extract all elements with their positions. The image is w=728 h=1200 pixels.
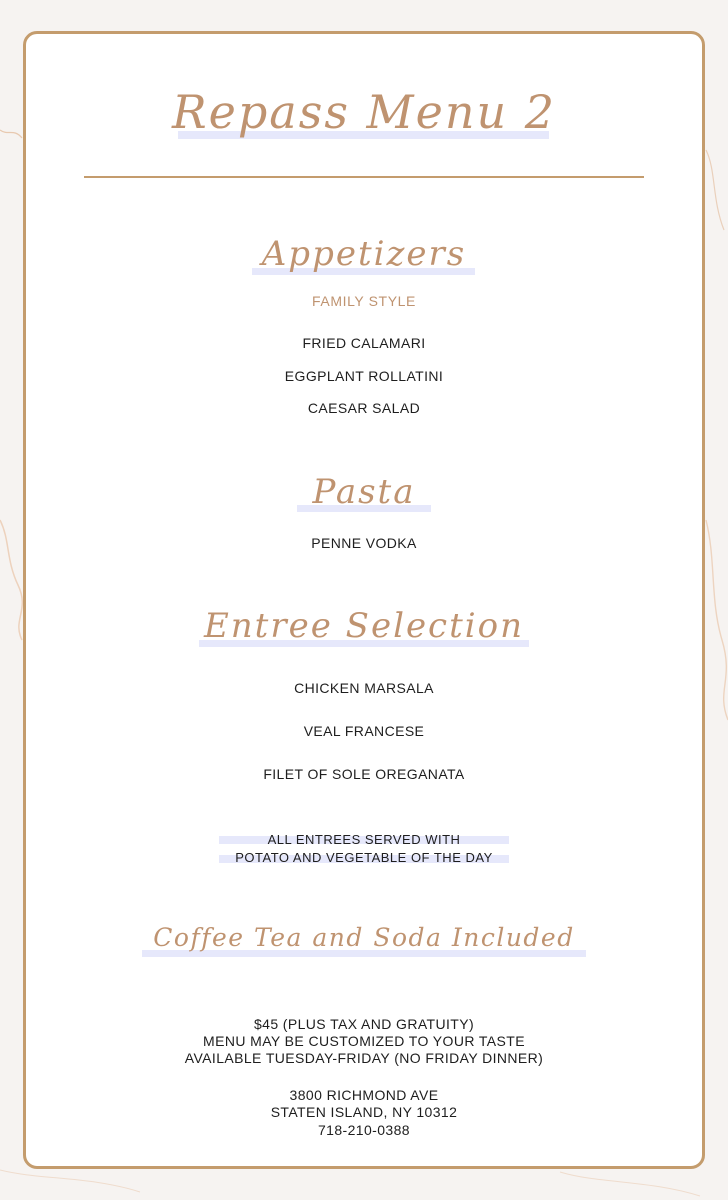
pasta-heading: Pasta bbox=[312, 472, 416, 512]
entree-note-line-1: ALL ENTREES SERVED WITH bbox=[267, 832, 461, 847]
title-divider bbox=[84, 176, 644, 178]
family-style-label: FAMILY STYLE bbox=[312, 293, 416, 309]
customize-line: MENU MAY BE CUSTOMIZED TO YOUR TASTE bbox=[203, 1033, 525, 1049]
beverages-heading: Coffee Tea and Soda Included bbox=[153, 923, 575, 952]
appetizers-heading: Appetizers bbox=[261, 234, 467, 274]
address-line-1: 3800 RICHMOND AVE bbox=[289, 1087, 439, 1103]
menu-item: FRIED CALAMARI bbox=[302, 335, 426, 351]
menu-title: Repass Menu 2 bbox=[171, 85, 557, 139]
menu-item: FILET OF SOLE OREGANATA bbox=[263, 766, 465, 782]
menu-item: EGGPLANT ROLLATINI bbox=[284, 368, 444, 384]
availability-line: AVAILABLE TUESDAY-FRIDAY (NO FRIDAY DINNER) bbox=[184, 1050, 544, 1066]
menu-item: PENNE VODKA bbox=[311, 535, 417, 551]
price-line: $45 (PLUS TAX AND GRATUITY) bbox=[253, 1016, 475, 1032]
entree-note-line-2: POTATO AND VEGETABLE OF THE DAY bbox=[235, 850, 493, 865]
menu-item: CAESAR SALAD bbox=[307, 400, 421, 416]
menu-item: CHICKEN MARSALA bbox=[294, 680, 434, 696]
address-line-2: STATEN ISLAND, NY 10312 bbox=[270, 1104, 458, 1120]
entree-heading: Entree Selection bbox=[203, 606, 525, 646]
phone-number: 718-210-0388 bbox=[318, 1122, 410, 1138]
menu-item: VEAL FRANCESE bbox=[303, 723, 425, 739]
